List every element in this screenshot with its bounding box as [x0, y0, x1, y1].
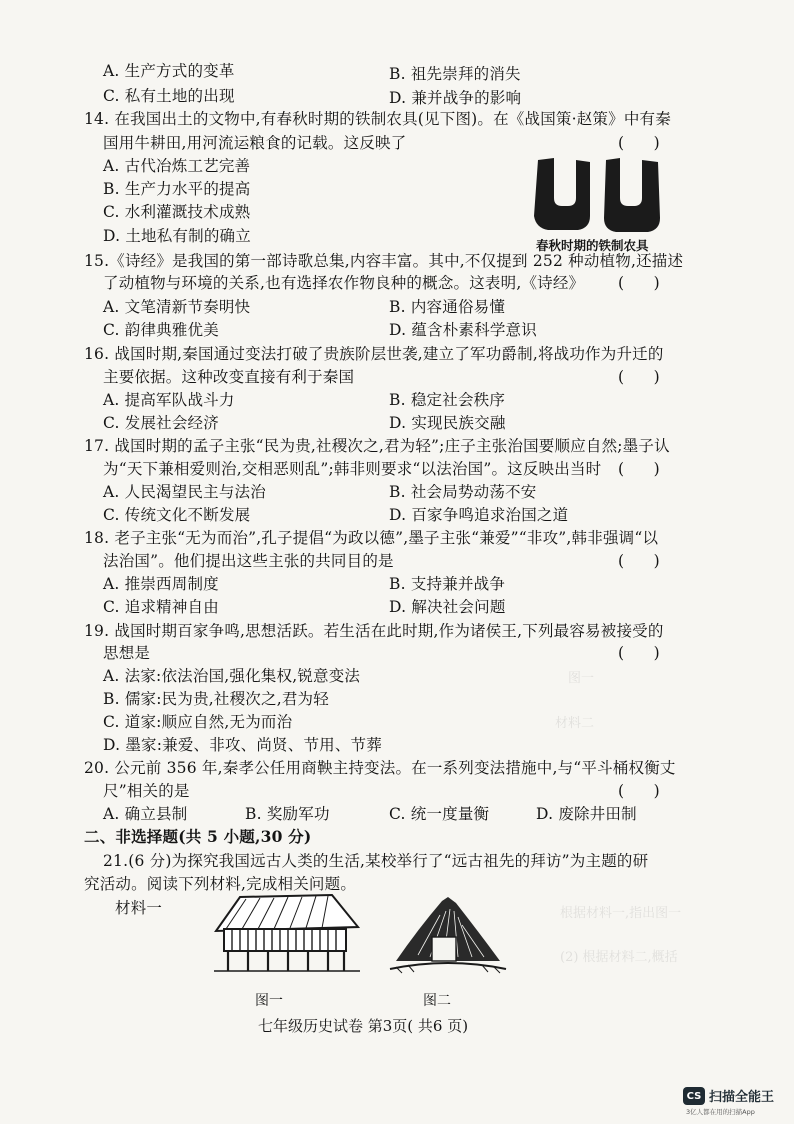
iron-farm-tools-image: [520, 156, 670, 236]
bleed-through-text: 图一: [568, 671, 595, 686]
q15-option-d: D. 蕴含朴素科学意识: [389, 321, 537, 339]
q15-option-b: B. 内容通俗易懂: [389, 298, 506, 316]
material-label: 材料一: [115, 899, 163, 917]
q19-stem-line2: 思想是: [103, 644, 151, 662]
q15-stem-line1: 15.《诗经》是我国的第一部诗歌总集,内容丰富。其中,不仅提到 252 种动植物,还描述: [84, 252, 684, 270]
page-footer: 七年级历史试卷 第3页( 共6 页): [258, 1017, 469, 1035]
figure2-caption: 图二: [423, 993, 451, 1009]
q16-stem-line2: 主要依据。这种改变直接有利于秦国: [103, 368, 355, 386]
q19-option-b: B. 儒家:民为贵,社稷次之,君为轻: [103, 690, 329, 708]
q20-stem-line2: 尺”相关的是: [103, 782, 190, 800]
q14-stem-line2: 国用牛耕田,用河流运粮食的记载。这反映了: [103, 134, 407, 152]
q13-option-a: A. 生产方式的变革: [103, 62, 235, 80]
q15-answer-blank: ( ): [618, 274, 660, 292]
q17-option-c: C. 传统文化不断发展: [103, 506, 251, 524]
q21-stem-line2: 究活动。阅读下列材料,完成相关问题。: [84, 875, 357, 893]
q18-option-b: B. 支持兼并战争: [389, 575, 506, 593]
q16-stem-line1: 16. 战国时期,秦国通过变法打破了贵族阶层世袭,建立了军功爵制,将战功作为升迁的: [84, 345, 664, 363]
q17-option-d: D. 百家争鸣追求治国之道: [389, 506, 569, 524]
q20-option-a: A. 确立县制: [103, 805, 188, 823]
q20-option-b: B. 奖励军功: [245, 805, 330, 823]
q18-option-a: A. 推崇西周制度: [103, 575, 219, 593]
q18-answer-blank: ( ): [618, 552, 660, 570]
bleed-through-text: 材料二: [555, 716, 595, 731]
q20-stem-line1: 20. 公元前 356 年,秦孝公任用商鞅主持变法。在一系列变法措施中,与“平斗桶权衡丈: [84, 759, 676, 777]
camscanner-tagline: 3亿人都在用的扫描App: [686, 1108, 755, 1116]
figure1-stilt-house: [212, 893, 362, 975]
q16-option-a: A. 提高军队战斗力: [103, 391, 235, 409]
q18-stem-line1: 18. 老子主张“无为而治”,孔子提倡“为政以德”,墨子主张“兼爱”“非攻”,韩非强调“以: [84, 529, 659, 547]
q15-option-a: A. 文笔清新节奏明快: [103, 298, 251, 316]
camscanner-logo-icon: CS: [683, 1087, 705, 1105]
q17-option-a: A. 人民渴望民主与法治: [103, 483, 266, 501]
figure1-caption: 图一: [255, 993, 283, 1009]
q17-stem-line1: 17. 战国时期的孟子主张“民为贵,社稷次之,君为轻”;庄子主张治国要顺应自然;墨子认: [84, 437, 670, 455]
q19-stem-line1: 19. 战国时期百家争鸣,思想活跃。若生活在此时期,作为诸侯王,下列最容易被接受的: [84, 622, 664, 640]
q16-answer-blank: ( ): [618, 368, 660, 386]
q13-option-d: D. 兼并战争的影响: [389, 89, 522, 107]
q16-option-c: C. 发展社会经济: [103, 414, 219, 432]
iron-tools-caption: 春秋时期的铁制农具: [536, 238, 649, 253]
q18-option-d: D. 解决社会问题: [389, 598, 506, 616]
q15-stem-line2: 了动植物与环境的关系,也有选择农作物良种的概念。这表明,《诗经》: [103, 274, 585, 292]
q18-stem-line2: 法治国”。他们提出这些主张的共同目的是: [103, 552, 394, 570]
camscanner-name: 扫描全能王: [709, 1090, 775, 1105]
q14-option-a: A. 古代冶炼工艺完善: [103, 157, 251, 175]
q13-option-c: C. 私有土地的出现: [103, 87, 235, 105]
q14-option-b: B. 生产力水平的提高: [103, 180, 251, 198]
q17-option-b: B. 社会局势动荡不安: [389, 483, 537, 501]
q16-option-b: B. 稳定社会秩序: [389, 391, 506, 409]
q18-option-c: C. 追求精神自由: [103, 598, 219, 616]
q21-stem-line1: 21.(6 分)为探究我国远古人类的生活,某校举行了“远古祖先的拜访”为主题的研: [103, 852, 649, 870]
q19-answer-blank: ( ): [618, 644, 660, 662]
q19-option-a: A. 法家:依法治国,强化集权,锐意变法: [103, 667, 361, 685]
bleed-through-text: (2) 根据材料二,概括: [560, 950, 678, 965]
q17-answer-blank: ( ): [618, 460, 660, 478]
q15-option-c: C. 韵律典雅优美: [103, 321, 219, 339]
q20-option-d: D. 废除井田制: [536, 805, 637, 823]
q14-option-d: D. 土地私有制的确立: [103, 227, 251, 245]
q14-option-c: C. 水利灌溉技术成熟: [103, 203, 251, 221]
figure2-semi-subterranean-hut: [388, 895, 508, 975]
q19-option-d: D. 墨家:兼爱、非攻、尚贤、节用、节葬: [103, 736, 382, 754]
q13-option-b: B. 祖先崇拜的消失: [389, 65, 521, 83]
bleed-through-text: 根据材料一,指出图一: [560, 906, 682, 921]
q19-option-c: C. 道家:顺应自然,无为而治: [103, 713, 293, 731]
q20-option-c: C. 统一度量衡: [389, 805, 490, 823]
q20-answer-blank: ( ): [618, 782, 660, 800]
q14-answer-blank: ( ): [618, 134, 660, 152]
q16-option-d: D. 实现民族交融: [389, 414, 506, 432]
q17-stem-line2: 为“天下兼相爱则治,交相恶则乱”;韩非则要求“以法治国”。这反映出当时: [103, 460, 602, 478]
q14-stem-line1: 14. 在我国出土的文物中,有春秋时期的铁制农具(见下图)。在《战国策·赵策》中有秦: [84, 110, 671, 128]
section-title: 二、非选择题(共 5 小题,30 分): [84, 827, 312, 846]
